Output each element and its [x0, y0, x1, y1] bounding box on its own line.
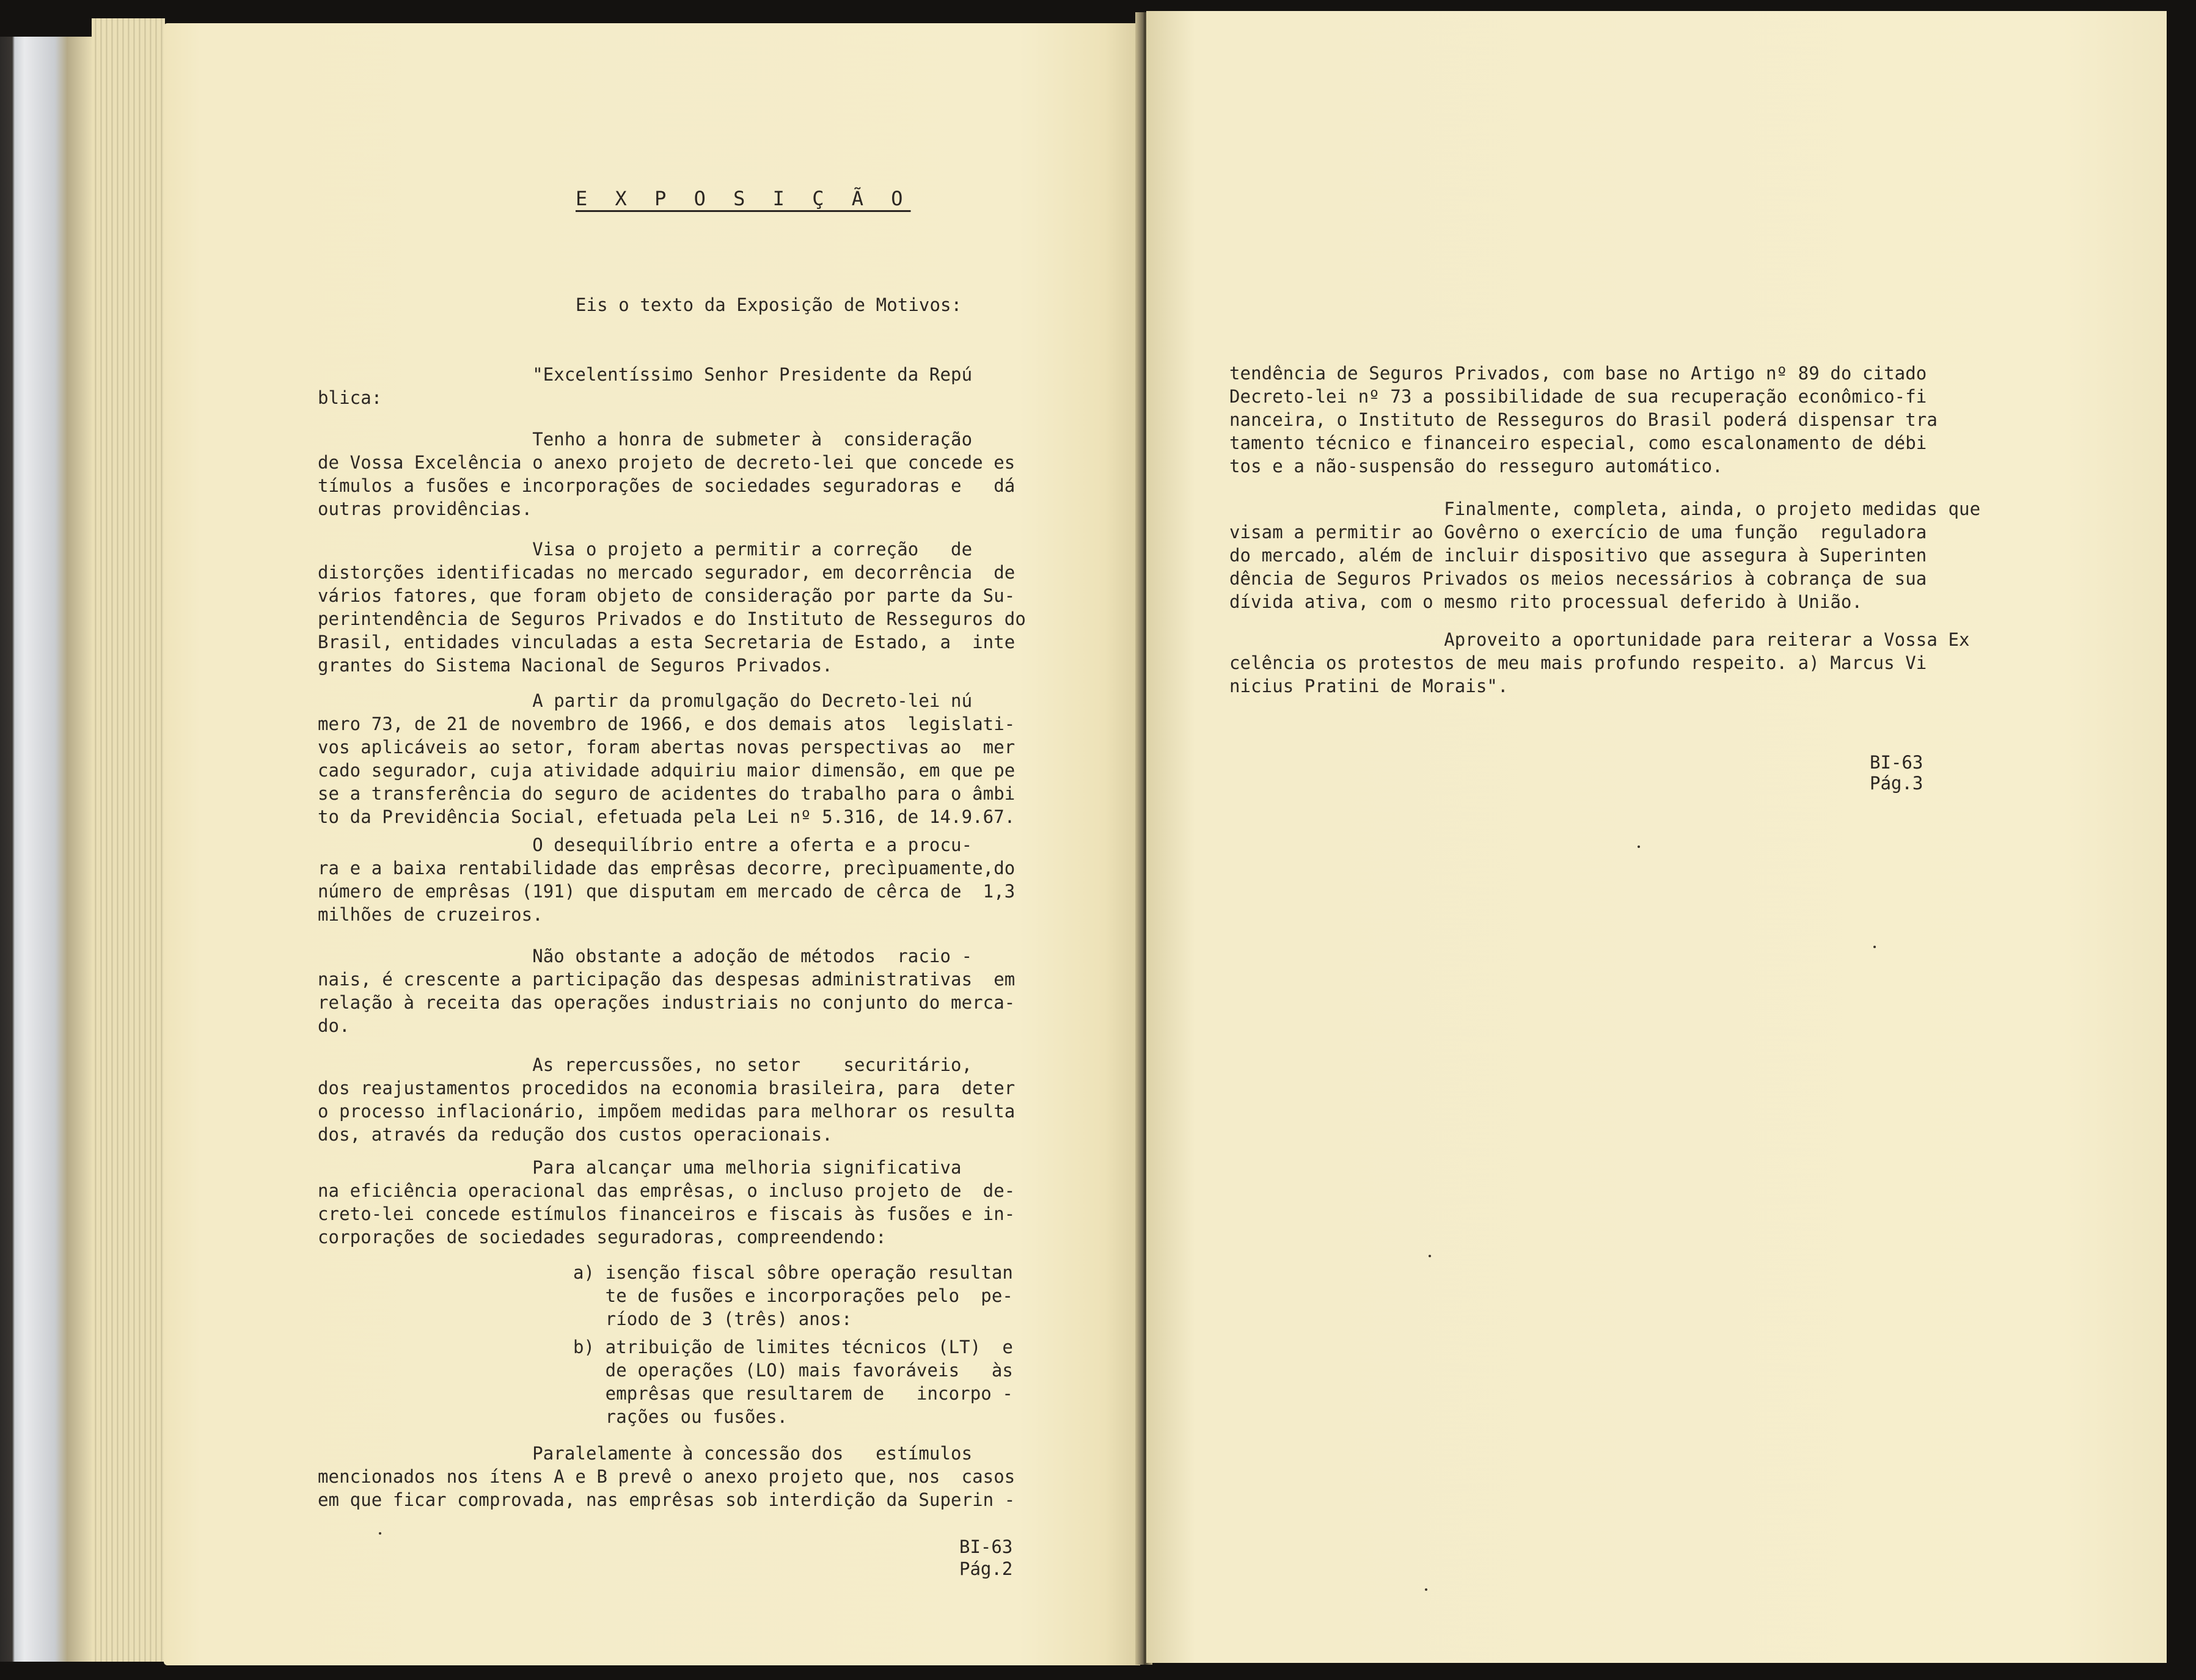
speck [1638, 845, 1640, 848]
speck [1429, 1255, 1431, 1257]
r-p3-line-3: nicius Pratini de Morais". [1229, 676, 1509, 696]
p5-line-1: Não obstante a adoção de métodos racio - [318, 946, 973, 966]
p2-line-5: Brasil, entidades vinculadas a esta Secretaria de Estado, a inte [318, 632, 1016, 652]
item-b-line-4: rações ou fusões. [573, 1406, 788, 1427]
book-cover-edge [0, 37, 92, 1662]
item-a-line-2: te de fusões e incorporações pelo pe- [573, 1285, 1013, 1306]
item-a-line-3: ríodo de 3 (três) anos: [573, 1309, 852, 1329]
p2-line-1: Visa o projeto a permitir a correção de [318, 539, 973, 560]
speck [1425, 1588, 1427, 1591]
p3-line-2: mero 73, de 21 de novembro de 1966, e dos demais atos legislati- [318, 714, 1016, 734]
page-stack-edge [92, 18, 165, 1662]
r-p1-line-3: nanceira, o Instituto de Resseguros do Brasil poderá dispensar tra [1229, 409, 1938, 430]
item-b-line-2: de operações (LO) mais favoráveis às [573, 1360, 1013, 1381]
page-number: Pág.2 [959, 1558, 1013, 1579]
p1-line-4: outras providências. [318, 499, 533, 519]
p4-line-1: O desequilíbrio entre a oferta e a procu- [318, 835, 973, 855]
item-b-line-3: emprêsas que resultarem de incorpo - [573, 1383, 1013, 1404]
p7-line-3: creto-lei concede estímulos financeiros e fiscais às fusões e in- [318, 1203, 1016, 1224]
right-page [1146, 11, 2167, 1663]
p3-line-3: vos aplicáveis ao setor, foram abertas novas perspectivas ao mer [318, 737, 1016, 758]
p7-line-4: corporações de sociedades seguradoras, compreendendo: [318, 1227, 887, 1247]
item-b-line-1: b) atribuição de limites técnicos (LT) e [573, 1337, 1013, 1357]
p3-line-1: A partir da promulgação do Decreto-lei nú [318, 690, 973, 711]
p3-line-4: cado segurador, cuja atividade adquiriu maior dimensão, em que pe [318, 760, 1016, 781]
p7-line-2: na eficiência operacional das emprêsas, o incluso projeto de de- [318, 1180, 1016, 1201]
p1-line-1: Tenho a honra de submeter à consideração [318, 429, 973, 450]
p2-line-6: grantes do Sistema Nacional de Seguros Privados. [318, 655, 833, 676]
p7-line-1: Para alcançar uma melhoria significativa [318, 1157, 962, 1178]
intro-line: Eis o texto da Exposição de Motivos: [576, 294, 962, 315]
p8-line-3: em que ficar comprovada, nas emprêsas sob interdição da Superin - [318, 1489, 1016, 1510]
p3-line-5: se a transferência do seguro de acidentes do trabalho para o âmbi [318, 783, 1016, 804]
p6-line-4: dos, através da redução dos custos operacionais. [318, 1124, 833, 1145]
r-page-number: Pág.3 [1870, 773, 1923, 794]
p1-line-2: de Vossa Excelência o anexo projeto de decreto-lei que concede es [318, 452, 1016, 473]
item-a-line-1: a) isenção fiscal sôbre operação resultan [573, 1262, 1013, 1283]
p6-line-2: dos reajustamentos procedidos na economia brasileira, para deter [318, 1078, 1016, 1098]
p5-line-2: nais, é crescente a participação das despesas administrativas em [318, 969, 1016, 990]
p6-line-3: o processo inflacionário, impõem medidas para melhorar os resulta [318, 1101, 1016, 1122]
r-page-ref-code: BI-63 [1870, 752, 1923, 773]
r-p1-line-2: Decreto-lei nº 73 a possibilidade de sua recuperação econômico-fi [1229, 386, 1927, 407]
r-p2-line-1: Finalmente, completa, ainda, o projeto medidas que [1229, 499, 1981, 519]
salutation-line-2: blica: [318, 387, 382, 408]
p8-line-2: mencionados nos ítens A e B prevê o anexo projeto que, nos casos [318, 1466, 1016, 1487]
p4-line-3: número de emprêsas (191) que disputam em mercado de cêrca de 1,3 [318, 881, 1016, 902]
p4-line-2: ra e a baixa rentabilidade das emprêsas decorre, precìpuamente,do [318, 858, 1016, 878]
r-p2-line-3: do mercado, além de incluir dispositivo que assegura à Superinten [1229, 545, 1927, 566]
p2-line-2: distorções identificadas no mercado segurador, em decorrência de [318, 562, 1016, 583]
r-p3-line-1: Aproveito a oportunidade para reiterar a Vossa Ex [1229, 629, 1970, 650]
p2-line-3: vários fatores, que foram objeto de consideração por parte da Su- [318, 585, 1016, 606]
p5-line-4: do. [318, 1015, 350, 1036]
r-p1-line-4: tamento técnico e financeiro especial, como escalonamento de débi [1229, 433, 1927, 453]
r-p2-line-5: dívida ativa, com o mesmo rito processual deferido à União. [1229, 591, 1863, 612]
r-p2-line-2: visam a permitir ao Govêrno o exercício de uma função reguladora [1229, 522, 1927, 542]
p8-line-1: Paralelamente à concessão dos estímulos [318, 1443, 973, 1464]
p4-line-4: milhões de cruzeiros. [318, 904, 543, 925]
r-p2-line-4: dência de Seguros Privados os meios necessários à cobrança de sua [1229, 568, 1927, 589]
r-p1-line-5: tos e a não-suspensão do resseguro automático. [1229, 456, 1723, 477]
r-p1-line-1: tendência de Seguros Privados, com base no Artigo nº 89 do citado [1229, 363, 1927, 384]
p6-line-1: As repercussões, no setor securitário, [318, 1054, 973, 1075]
page-title: E X P O S I Ç Ã O [576, 187, 911, 210]
page-ref-code: BI-63 [959, 1536, 1013, 1557]
p1-line-3: tímulos a fusões e incorporações de sociedades seguradoras e dá [318, 475, 1016, 496]
speck [1873, 946, 1876, 948]
speck [379, 1532, 381, 1535]
p5-line-3: relação à receita das operações industriais no conjunto do merca- [318, 992, 1016, 1013]
p3-line-6: to da Previdência Social, efetuada pela Lei nº 5.316, de 14.9.67. [318, 806, 1016, 827]
r-p3-line-2: celência os protestos de meu mais profundo respeito. a) Marcus Vi [1229, 652, 1927, 673]
left-page [164, 23, 1140, 1665]
salutation-line-1: "Excelentíssimo Senhor Presidente da Repú [318, 364, 973, 385]
p2-line-4: perintendência de Seguros Privados e do Instituto de Resseguros do [318, 608, 1026, 629]
